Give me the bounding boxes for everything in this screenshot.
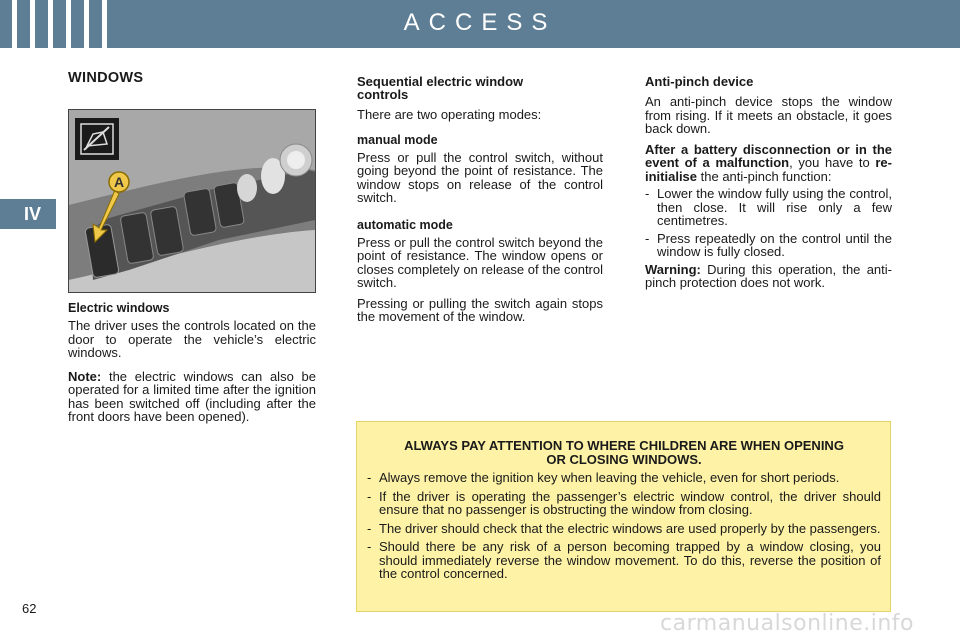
automatic-mode-text: Press or pull the control switch beyond the point of resistance. The window opens or closes completely on release of the control switch. bbox=[357, 234, 603, 290]
manual-mode-text: Press or pull the control switch, without going beyond the point of resistance. The window stops on release of the control switch. bbox=[357, 149, 603, 205]
anti-pinch-title: Anti-pinch device bbox=[645, 74, 754, 89]
anti-pinch-text: An anti-pinch device stops the window from rising. If it meets an obstacle, it goes back down. bbox=[645, 94, 892, 136]
list-item: - Lower the window fully using the control, then close. It will rise only a few centimetres. bbox=[645, 187, 892, 228]
modes-intro: There are two operating modes: bbox=[357, 107, 542, 122]
reinitialise-steps bbox=[645, 187, 892, 259]
window-switch-photo bbox=[68, 109, 316, 293]
list-item: - If the driver is operating the passenger’s electric window control, the driver should ensure that no passenger is obstructing the window from closing. bbox=[367, 490, 881, 517]
chapter-title: ACCESS bbox=[403, 9, 557, 36]
automatic-mode-heading: automatic mode bbox=[357, 217, 453, 232]
safety-box-title: ALWAYS PAY ATTENTION TO WHERE CHILDREN ARE WHEN OPENING OR CLOSING WINDOWS. bbox=[404, 438, 844, 467]
safety-list bbox=[367, 471, 881, 581]
section-title: WINDOWS bbox=[68, 70, 144, 86]
reinitialise-bold: re-initialise bbox=[645, 155, 892, 184]
list-item: - Should there be any risk of a person becoming trapped by a window closing, you should immediately reverse the window movement. To do this, reverse the position of the control concerned. bbox=[367, 540, 881, 581]
electric-windows-heading: Electric windows bbox=[68, 301, 170, 315]
list-item: - Always remove the ignition key when leaving the vehicle, even for short periods. bbox=[367, 471, 881, 485]
watermark: carmanualsonline.info bbox=[660, 611, 914, 636]
column-sequential-controls bbox=[357, 75, 603, 324]
page-header bbox=[0, 0, 960, 48]
page-number: 62 bbox=[22, 601, 37, 616]
automatic-mode-text-2: Pressing or pulling the switch again stops the movement of the window. bbox=[357, 295, 603, 324]
warning-text: During this operation, the anti-pinch protection does not work. bbox=[645, 261, 892, 290]
column-anti-pinch bbox=[645, 75, 892, 290]
column-windows-text bbox=[68, 302, 316, 424]
photo-label-a: A bbox=[114, 174, 125, 190]
note-lead: Note: bbox=[68, 368, 102, 384]
child-lock-icon bbox=[75, 118, 119, 160]
warning-lead: Warning: bbox=[645, 261, 701, 277]
battery-paragraph: After a battery disconnection or in the event of a malfunction, you have to re-initialise the anti-pinch function: bbox=[645, 141, 892, 184]
warning-paragraph bbox=[645, 263, 892, 290]
electric-windows-text: The driver uses the controls located on the door to operate the vehicle’s electric windows. bbox=[68, 318, 316, 360]
children-safety-box bbox=[356, 421, 891, 612]
sequential-title: Sequential electric window controls bbox=[357, 74, 524, 102]
manual-mode-heading: manual mode bbox=[357, 132, 438, 147]
chapter-tab: IV bbox=[0, 199, 56, 229]
column-windows bbox=[68, 72, 316, 86]
list-item: - Press repeatedly on the control until the window is fully closed. bbox=[645, 232, 892, 259]
list-item: - The driver should check that the electric windows are used properly by the passengers. bbox=[367, 522, 881, 536]
battery-lead: After a battery disconnection or in the event of a malfunction bbox=[645, 141, 892, 170]
note-paragraph bbox=[68, 370, 316, 424]
note-text: the electric windows can also be operated for a limited time after the ignition has been switched off (including after the front doors have been opened). bbox=[68, 368, 316, 424]
